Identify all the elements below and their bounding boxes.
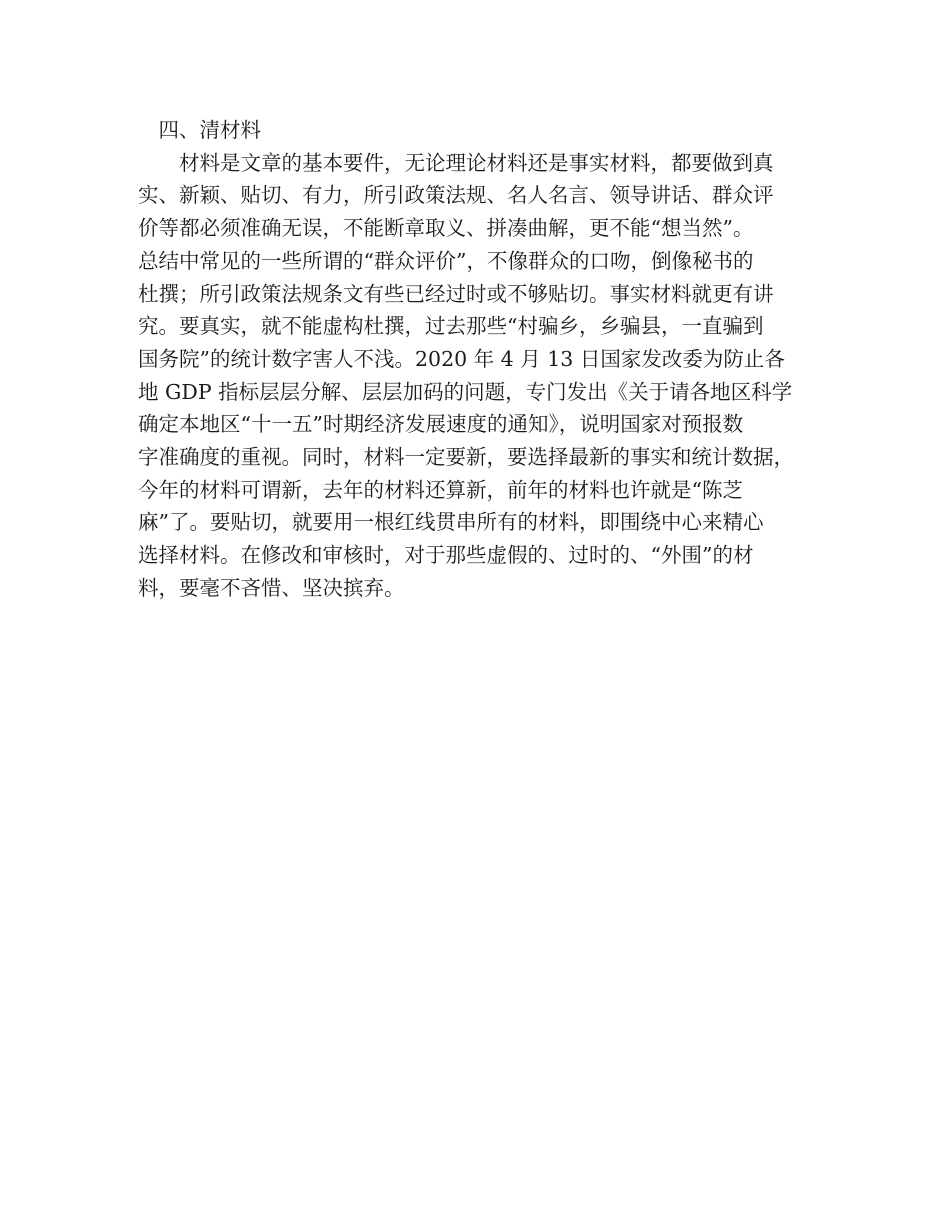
paragraph-line: 地 GDP 指标层层分解、层层加码的问题，专门发出《关于请各地区科学 xyxy=(138,379,793,404)
paragraph-line: 国务院”的统计数字害人不浅。2020 年 4 月 13 日国家发改委为防止各 xyxy=(138,346,785,371)
paragraph-line: 今年的材料可谓新，去年的材料还算新，前年的材料也许就是“陈芝 xyxy=(138,477,743,502)
paragraph-line: 字准确度的重视。同时，材料一定要新，要选择最新的事实和统计数据， xyxy=(138,445,794,470)
paragraph-line: 实、新颖、贴切、有力，所引政策法规、名人名言、领导讲话、群众评 xyxy=(138,183,774,208)
body-paragraph xyxy=(138,147,822,605)
section-heading: 四、清材料 xyxy=(138,118,261,142)
paragraph-line: 总结中常见的一些所谓的“群众评价”，不像群众的口吻，倒像秘书的 xyxy=(138,248,754,273)
paragraph-line: 确定本地区“十一五”时期经济发展速度的通知》，说明国家对预报数 xyxy=(138,412,744,437)
paragraph-line: 麻”了。要贴切，就要用一根红线贯串所有的材料，即围绕中心来精心 xyxy=(138,510,764,535)
paragraph-line: 究。要真实，就不能虚构杜撰，过去那些“村骗乡，乡骗县，一直骗到 xyxy=(138,314,764,339)
paragraph-line: 价等都必须准确无误，不能断章取义、拼凑曲解，更不能“想当然”。 xyxy=(138,216,754,241)
document-body xyxy=(138,114,822,605)
paragraph-line: 料，要毫不吝惜、坚决摈弃。 xyxy=(138,575,405,600)
paragraph-line: 杜撰；所引政策法规条文有些已经过时或不够贴切。事实材料就更有讲 xyxy=(138,281,774,306)
paragraph-line: 选择材料。在修改和审核时，对于那些虚假的、过时的、“外围”的材 xyxy=(138,543,754,568)
paragraph-line: 材料是文章的基本要件，无论理论材料还是事实材料，都要做到真 xyxy=(138,150,774,175)
